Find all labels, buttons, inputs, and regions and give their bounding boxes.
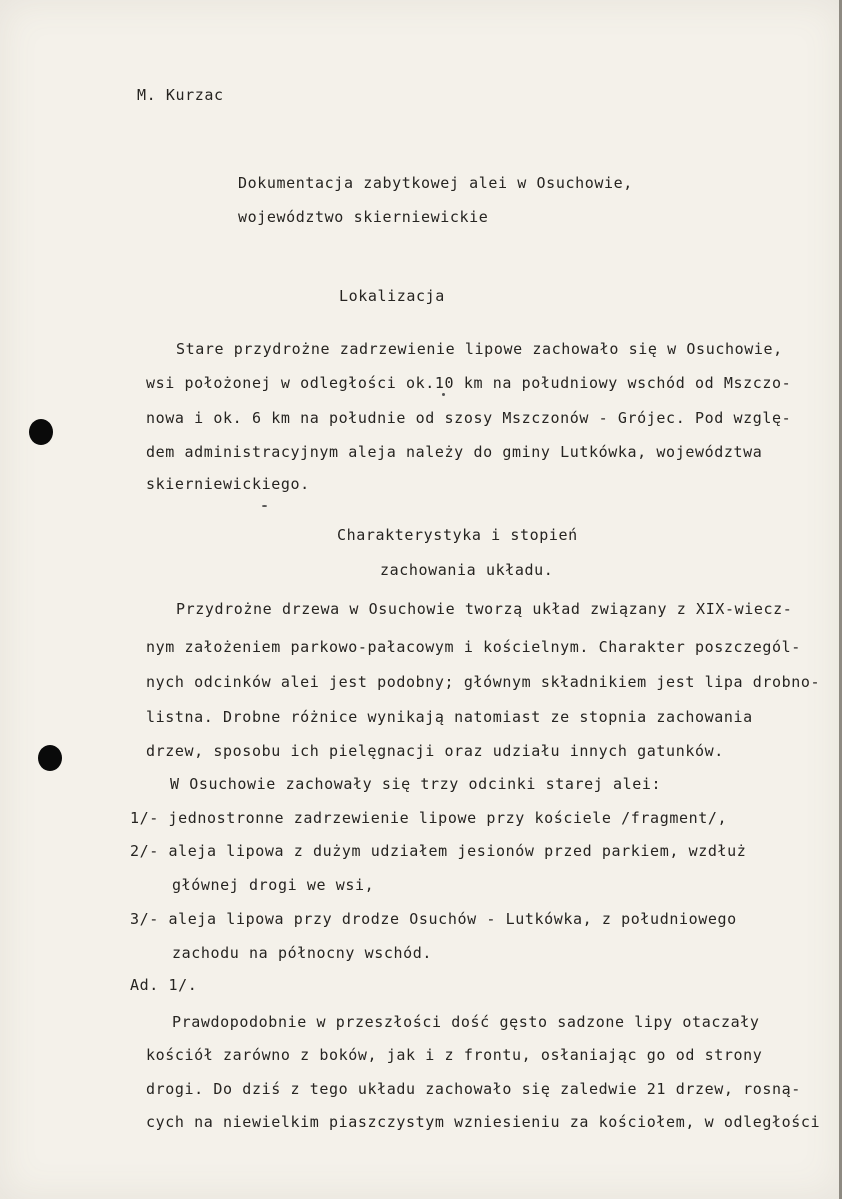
ad-label: Ad. 1/. xyxy=(130,976,198,994)
paragraph-line: nowa i ok. 6 km na południe od szosy Mszczonów - Grójec. Pod wzglę- xyxy=(146,409,792,427)
list-item: 2/- aleja lipowa z dużym udziałem jesionów przed parkiem, wzdłuż xyxy=(130,842,747,860)
paragraph-line: dem administracyjnym aleja należy do gminy Lutkówka, województwa xyxy=(146,443,763,461)
list-item: 3/- aleja lipowa przy drodze Osuchów - Lutkówka, z południowego xyxy=(130,910,737,928)
paragraph-line: drogi. Do dziś z tego układu zachowało się zaledwie 21 drzew, rosną- xyxy=(146,1080,801,1098)
list-item-continuation: zachodu na północny wschód. xyxy=(172,944,433,962)
list-item: 1/- jednostronne zadrzewienie lipowe przy kościele /fragment/, xyxy=(130,809,728,827)
document-title-line-2: województwo skierniewickie xyxy=(238,208,489,226)
punch-hole-bottom xyxy=(38,745,62,771)
ink-speck xyxy=(262,505,267,507)
paragraph-line: W Osuchowie zachowały się trzy odcinki starej alei: xyxy=(170,775,662,793)
section-heading-charakterystyka-line-1: Charakterystyka i stopień xyxy=(337,526,578,544)
paragraph-line: skierniewickiego. xyxy=(146,475,310,493)
paragraph-line: Przydrożne drzewa w Osuchowie tworzą układ związany z XIX-wiecz- xyxy=(176,600,793,618)
punch-hole-top xyxy=(29,419,53,445)
paragraph-line: listna. Drobne różnice wynikają natomiast ze stopnia zachowania xyxy=(146,708,753,726)
document-title-line-1: Dokumentacja zabytkowej alei w Osuchowie, xyxy=(238,174,633,192)
list-item-continuation: głównej drogi we wsi, xyxy=(172,876,375,894)
ink-speck xyxy=(442,393,445,396)
author-name: M. Kurzac xyxy=(137,86,224,104)
paragraph-line: nym założeniem parkowo-pałacowym i kościelnym. Charakter poszczegól- xyxy=(146,638,801,656)
paragraph-line: nych odcinków alei jest podobny; głównym składnikiem jest lipa drobno- xyxy=(146,673,821,691)
paragraph-line: kościół zarówno z boków, jak i z frontu, osłaniając go od strony xyxy=(146,1046,763,1064)
section-heading-charakterystyka-line-2: zachowania układu. xyxy=(380,561,554,579)
section-heading-lokalizacja: Lokalizacja xyxy=(339,287,445,305)
paragraph-line: Stare przydrożne zadrzewienie lipowe zachowało się w Osuchowie, xyxy=(176,340,783,358)
paragraph-line: drzew, sposobu ich pielęgnacji oraz udziału innych gatunków. xyxy=(146,742,724,760)
paragraph-line: Prawdopodobnie w przeszłości dość gęsto sadzone lipy otaczały xyxy=(172,1013,760,1031)
paragraph-line: cych na niewielkim piaszczystym wzniesieniu za kościołem, w odległości xyxy=(146,1113,821,1131)
paragraph-line: wsi położonej w odległości ok.10 km na południowy wschód od Mszczo- xyxy=(146,374,792,392)
